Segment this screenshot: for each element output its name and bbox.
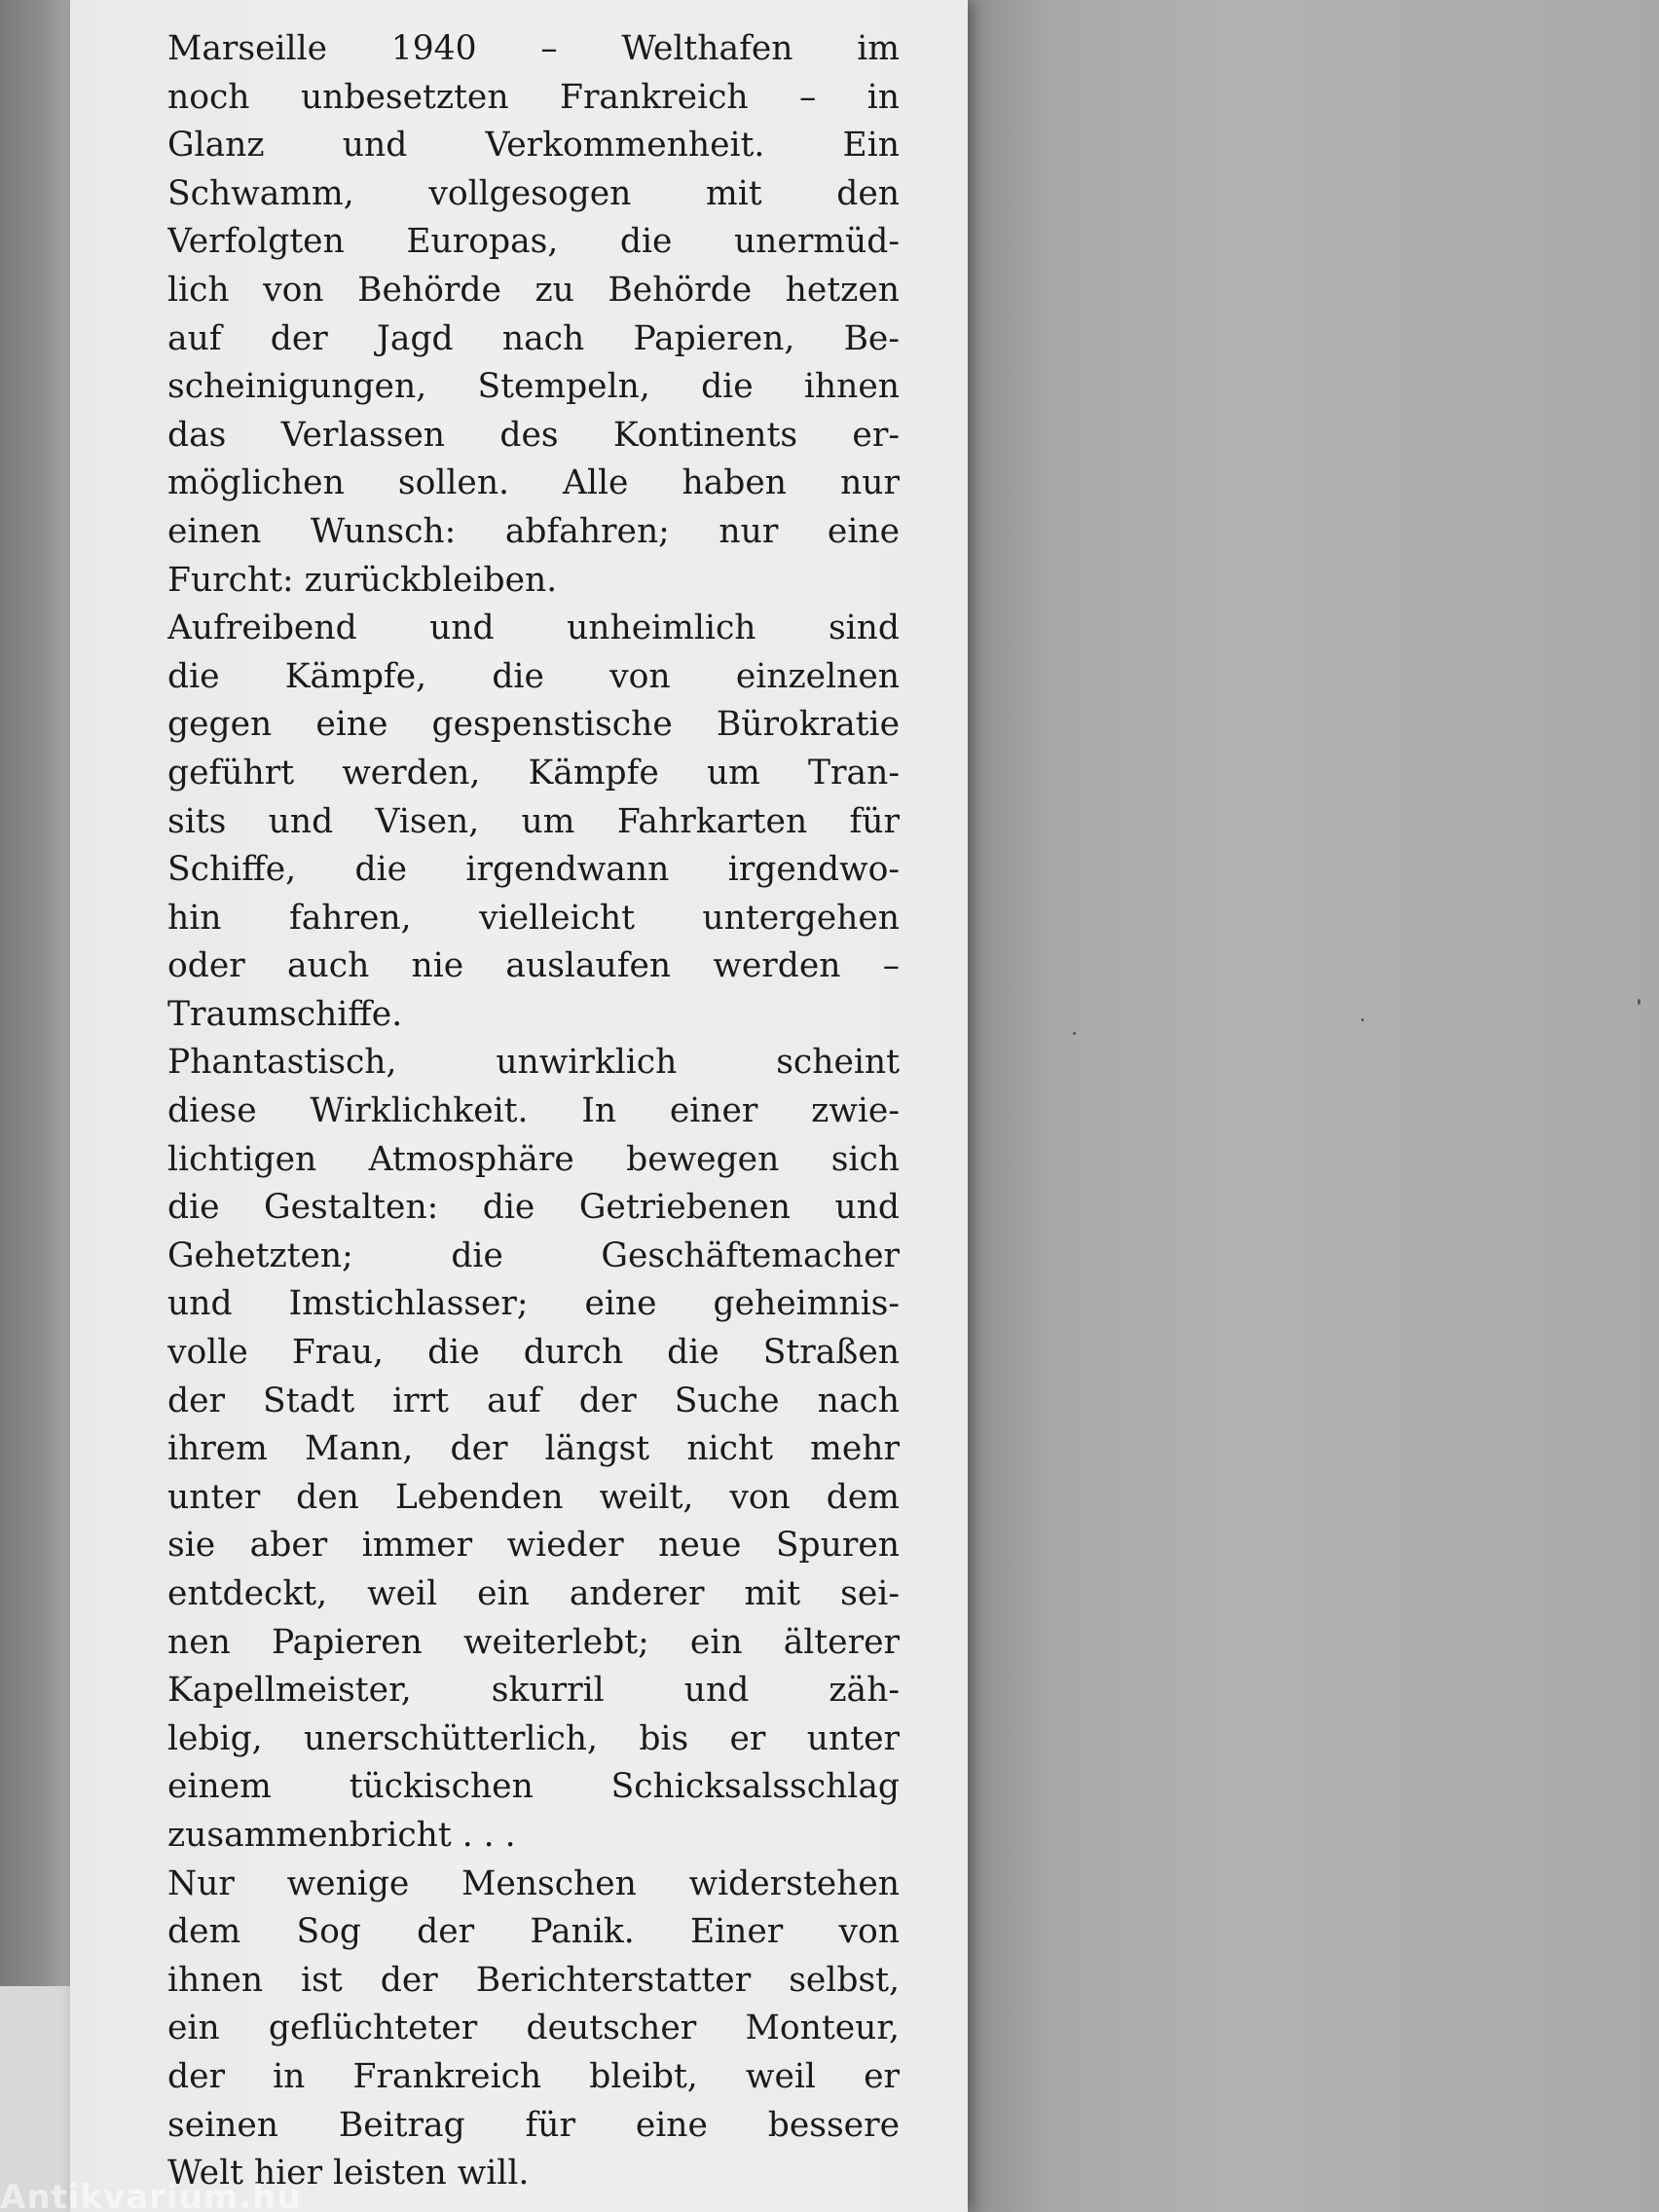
scanner-left-edge [0, 0, 70, 2212]
blurb-line: diese Wirklichkeit. In einer zwie- [167, 1091, 900, 1131]
blurb-line: unter den Lebenden weilt, von dem [167, 1477, 900, 1517]
blurb-paragraph [167, 1861, 900, 2198]
blurb-line: Aufreibend und unheimlich sind [167, 608, 900, 648]
blurb-line: das Verlassen des Kontinents er- [167, 415, 900, 455]
watermark: Antikvarium.hu [0, 2183, 302, 2212]
blurb-line: entdeckt, weil ein anderer mit sei- [167, 1574, 900, 1613]
blurb-line: Furcht: zurückbleiben. [167, 560, 558, 600]
paper-speck [1361, 1018, 1364, 1021]
blurb-line: gegen eine gespenstische Bürokratie [167, 705, 900, 745]
blurb-paragraph [167, 1039, 900, 1860]
blurb-line: lebig, unerschütterlich, bis er unter [167, 1718, 900, 1758]
blurb-line: der in Frankreich bleibt, weil er [167, 2056, 900, 2096]
blurb-line: sie aber immer wieder neue Spuren [167, 1526, 900, 1566]
underlying-page [968, 0, 1659, 2212]
blurb-line: einen Wunsch: abfahren; nur eine [167, 511, 900, 551]
paper-speck [1638, 999, 1641, 1005]
blurb-line: Schwamm, vollgesogen mit den [167, 173, 900, 213]
blurb-line: auf der Jagd nach Papieren, Be- [167, 318, 900, 358]
blurb-line: noch unbesetzten Frankreich – in [167, 77, 900, 117]
blurb-line: Welt hier leisten will. [167, 2154, 530, 2194]
scanner-left-edge-lower [0, 1986, 70, 2212]
paper-speck [1073, 1032, 1076, 1035]
blurb-line: Kapellmeister, skurril und zäh- [167, 1671, 900, 1711]
blurb-line: die Kämpfe, die von einzelnen [167, 656, 900, 696]
blurb-line: seinen Beitrag für eine bessere [167, 2105, 900, 2145]
blurb-line: scheinigungen, Stempeln, die ihnen [167, 367, 900, 407]
blurb-line: ein geflüchteter deutscher Monteur, [167, 2009, 900, 2048]
blurb-paragraph [167, 25, 900, 605]
blurb-line: volle Frau, die durch die Straßen [167, 1333, 900, 1373]
blurb-line: möglichen sollen. Alle haben nur [167, 463, 900, 503]
blurb-line: Nur wenige Menschen widerstehen [167, 1863, 900, 1903]
blurb-line: lichtigen Atmosphäre bewegen sich [167, 1139, 900, 1179]
blurb-line: hin fahren, vielleicht untergehen [167, 898, 900, 938]
blurb-line: geführt werden, Kämpfe um Tran- [167, 753, 900, 793]
blurb-line: einem tückischen Schicksalsschlag [167, 1767, 900, 1807]
blurb-line: lich von Behörde zu Behörde hetzen [167, 270, 900, 310]
blurb-line: zusammenbricht . . . [167, 1815, 516, 1855]
blurb-line: Traumschiffe. [167, 994, 403, 1034]
book-flap [70, 0, 968, 2212]
blurb-line: sits und Visen, um Fahrkarten für [167, 801, 900, 841]
blurb-line: Phantastisch, unwirklich scheint [167, 1043, 900, 1083]
blurb-line: Gehetzten; die Geschäftemacher [167, 1235, 900, 1275]
blurb-line: Schiffe, die irgendwann irgendwo- [167, 850, 900, 890]
blurb-line: oder auch nie auslaufen werden – [167, 946, 900, 986]
blurb-line: dem Sog der Panik. Einer von [167, 1912, 900, 1952]
blurb-line: ihrem Mann, der längst nicht mehr [167, 1429, 900, 1469]
blurb-text [167, 25, 900, 2198]
blurb-line: ihnen ist der Berichterstatter selbst, [167, 1960, 900, 2000]
blurb-line: Marseille 1940 – Welthafen im [167, 29, 900, 68]
blurb-line: Verfolgten Europas, die unermüd- [167, 222, 900, 262]
blurb-line: der Stadt irrt auf der Suche nach [167, 1381, 900, 1420]
blurb-line: die Gestalten: die Getriebenen und [167, 1188, 900, 1228]
blurb-paragraph [167, 605, 900, 1039]
blurb-line: nen Papieren weiterlebt; ein älterer [167, 1622, 900, 1662]
blurb-line: Glanz und Verkommenheit. Ein [167, 126, 900, 166]
blurb-line: und Imstichlasser; eine geheimnis- [167, 1284, 900, 1324]
